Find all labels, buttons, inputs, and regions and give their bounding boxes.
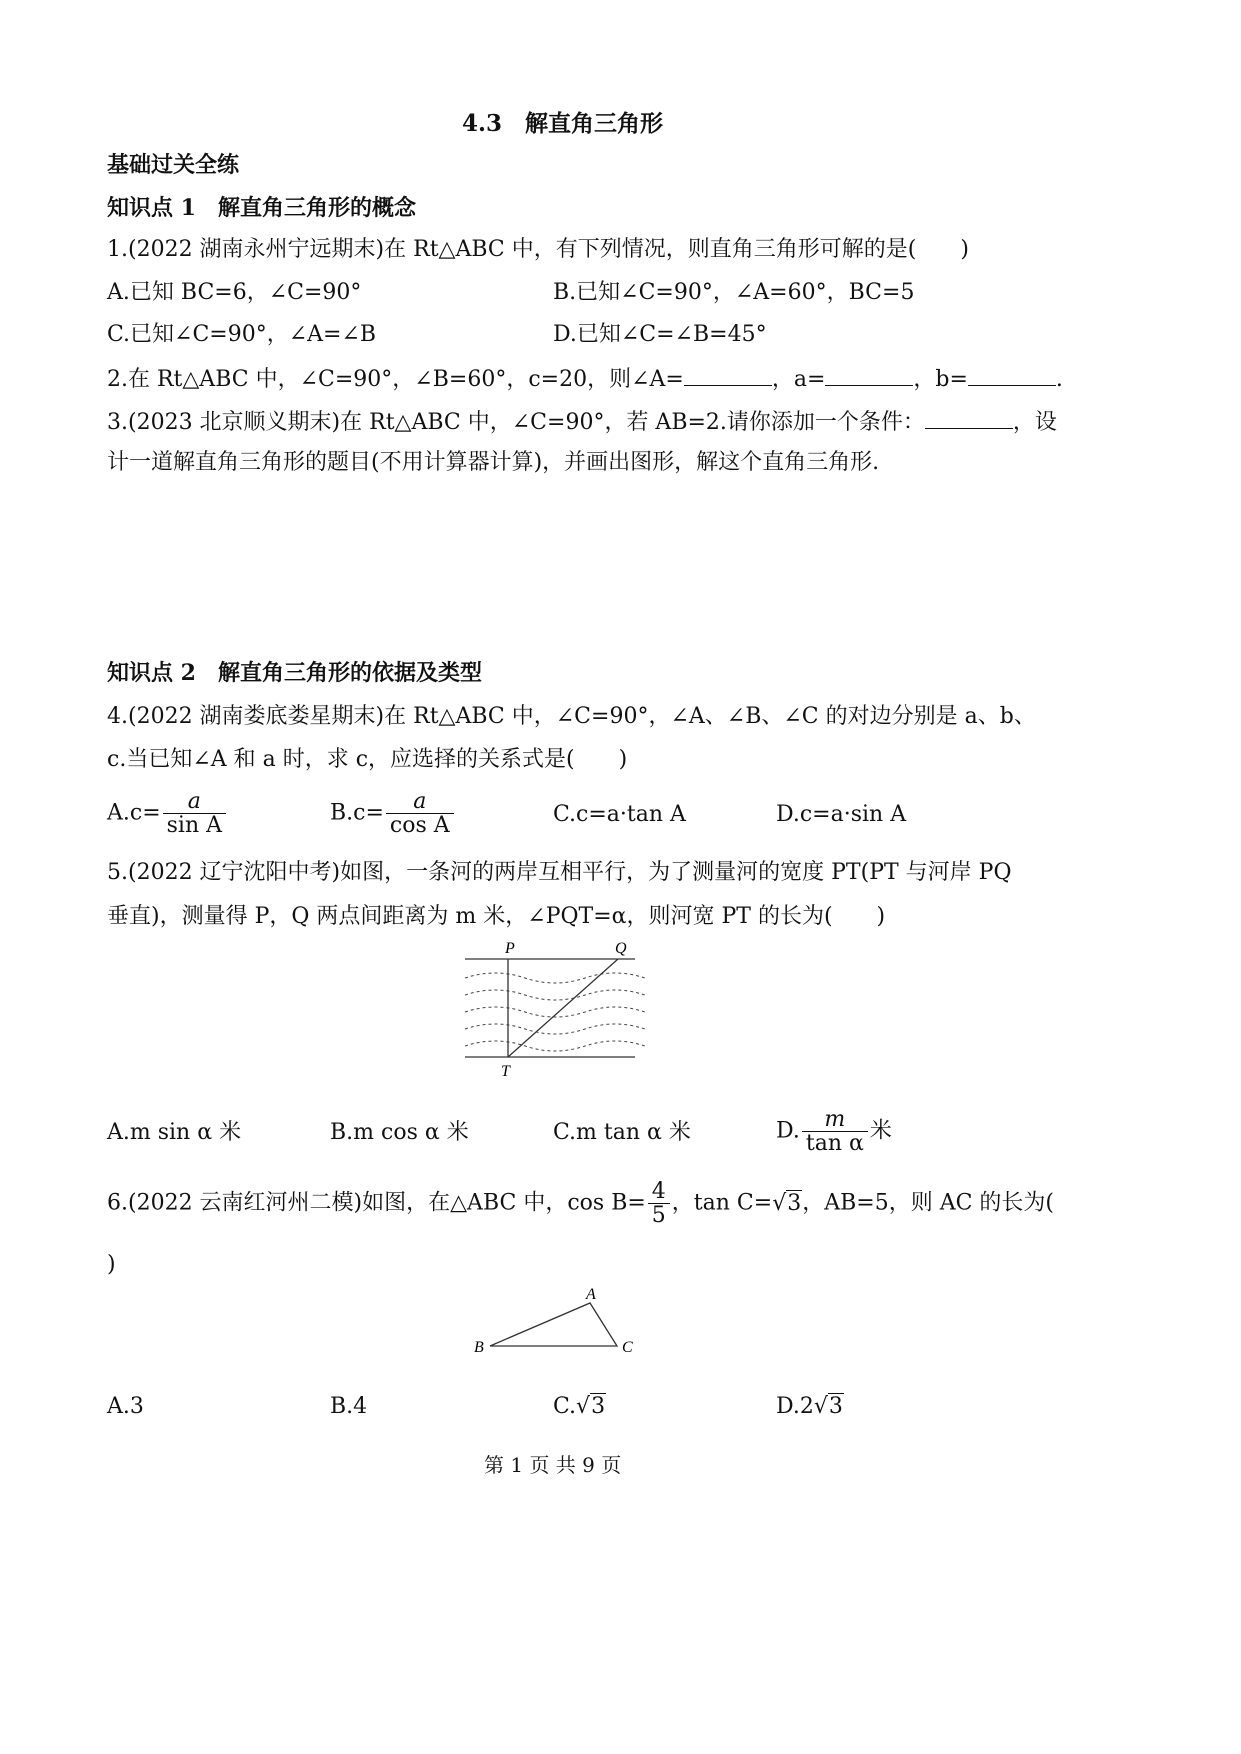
square-root: √3 [813, 1394, 843, 1419]
radicand: 3 [828, 1394, 843, 1419]
question-5-option-c: C.m tan α 米 [553, 1120, 691, 1145]
radicand: 3 [787, 1190, 802, 1216]
page-title: 4.3 解直角三角形 [462, 110, 664, 137]
question-5-option-a: A.m sin α 米 [107, 1120, 242, 1145]
question-4-option-c: C.c=a·tan A [553, 802, 686, 827]
page-footer: 第 1 页 共 9 页 [484, 1453, 622, 1477]
point-label-q: Q [615, 940, 627, 957]
question-4-line-1: 4.(2022 湖南娄底娄星期末)在 Rt△ABC 中，∠C=90°，∠A、∠B、∠C 的对边分别是 a、b、 [107, 704, 1036, 729]
question-6-text-3: ，AB=5，则 AC 的长为( [802, 1190, 1054, 1216]
question-6-option-d [776, 1396, 844, 1418]
question-3-line-2: 计一道解直角三角形的题目(不用计算器计算)，并画出图形，解这个直角三角形. [107, 450, 880, 475]
answer-blank-angle-a[interactable] [684, 367, 772, 386]
question-4-option-d: D.c=a·sin A [776, 802, 907, 827]
option-c-label: C. [553, 1394, 577, 1419]
question-5-line-2: 垂直)，测量得 P，Q 两点间距离为 m 米，∠PQT=α，则河宽 PT 的长为( ) [107, 904, 886, 929]
question-6-option-b: B.4 [330, 1394, 368, 1419]
question-2-text-2: ，a= [771, 367, 826, 392]
point-label-p: P [505, 940, 515, 957]
option-d-label: D. [776, 1118, 800, 1144]
answer-blank-b[interactable] [968, 367, 1056, 386]
question-1-option-c: C.已知∠C=90°，∠A=∠B [107, 322, 377, 347]
fraction [648, 1180, 670, 1227]
fraction-numerator: m [802, 1108, 868, 1132]
question-6-text-1: 6.(2022 云南红河州二模)如图，在△ABC 中，cos B= [107, 1190, 646, 1216]
answer-blank-a[interactable] [825, 367, 913, 386]
fraction-denominator: 5 [651, 1203, 666, 1229]
point-label-t: T [501, 1063, 510, 1080]
river-figure [455, 938, 655, 1080]
question-3-text-2: ，设 [1012, 410, 1057, 435]
question-6-option-a: A.3 [107, 1394, 144, 1419]
fraction-numerator: a [163, 790, 226, 814]
vertex-label-a: A [586, 1286, 596, 1303]
radicand: 3 [591, 1394, 606, 1419]
fraction-denominator: cos A [389, 813, 450, 839]
fraction-numerator: 4 [648, 1180, 670, 1204]
section-heading: 基础过关全练 [107, 152, 240, 178]
question-2-text-1: 2.在 Rt△ABC 中，∠C=90°，∠B=60°，c=20，则∠A= [107, 367, 684, 392]
option-d-unit: 米 [869, 1118, 892, 1144]
knowledge-point-1-heading: 知识点 1 解直角三角形的概念 [107, 195, 416, 221]
vertex-label-b: B [474, 1339, 484, 1356]
triangle-figure [465, 1284, 645, 1360]
question-1-option-a: A.已知 BC=6，∠C=90° [107, 280, 362, 305]
vertex-label-c: C [622, 1339, 633, 1356]
question-3-text-1: 3.(2023 北京顺义期末)在 Rt△ABC 中，∠C=90°，若 AB=2.请你添加一个条件： [107, 410, 925, 435]
fraction-numerator: a [386, 790, 454, 814]
answer-blank-condition[interactable] [925, 410, 1013, 429]
question-5-option-d [776, 1108, 892, 1155]
question-6-line-2: ) [107, 1252, 116, 1277]
question-5-option-b: B.m cos α 米 [330, 1120, 469, 1145]
question-6-option-c [553, 1396, 606, 1418]
question-4-option-a [107, 790, 228, 837]
question-2-text-3: ，b= [913, 367, 968, 392]
question-6-line-1 [107, 1180, 1054, 1227]
fraction [386, 790, 454, 837]
square-root: √3 [772, 1190, 802, 1216]
fraction [163, 790, 226, 837]
knowledge-point-2-heading: 知识点 2 解直角三角形的依据及类型 [107, 660, 482, 686]
question-1-option-d: D.已知∠C=∠B=45° [553, 322, 767, 347]
question-4-option-b [330, 790, 456, 837]
fraction [802, 1108, 868, 1155]
triangle-abc [490, 1303, 617, 1346]
question-1-stem: 1.(2022 湖南永州宁远期末)在 Rt△ABC 中，有下列情况，则直角三角形可解的是( ) [107, 237, 969, 262]
option-b-label: B.c= [330, 800, 384, 826]
square-root: √3 [576, 1394, 606, 1419]
question-6-text-2: ，tan C= [671, 1190, 773, 1216]
question-2-text-4: . [1055, 367, 1063, 392]
fraction-denominator: tan α [805, 1131, 864, 1157]
question-1-option-b: B.已知∠C=90°，∠A=60°，BC=5 [553, 280, 915, 305]
question-4-line-2: c.当已知∠A 和 a 时，求 c，应选择的关系式是( ) [107, 747, 628, 772]
question-2 [107, 367, 1063, 391]
river-waves [465, 973, 645, 1051]
fraction-denominator: sin A [166, 813, 223, 839]
question-5-line-1: 5.(2022 辽宁沈阳中考)如图，一条河的两岸互相平行，为了测量河的宽度 PT(PT 与河岸 PQ [107, 860, 1012, 885]
option-a-label: A.c= [107, 800, 161, 826]
option-d-label: D.2 [776, 1394, 814, 1419]
question-3-line-1 [107, 410, 1057, 434]
